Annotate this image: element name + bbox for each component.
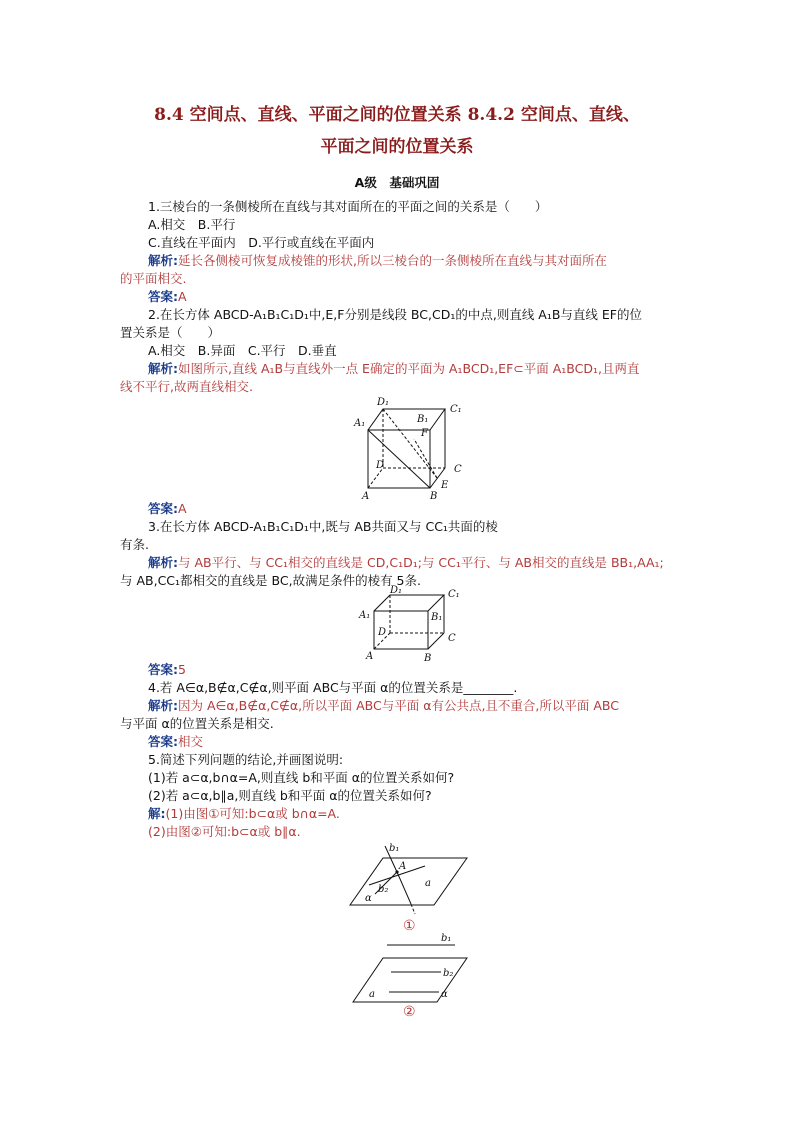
page-title-line-1: 8.4 空间点、直线、平面之间的位置关系 8.4.2 空间点、直线、 [154, 105, 640, 125]
q2-answer-tag: 答案: [148, 501, 178, 516]
q1-answer: A [178, 289, 187, 304]
label-A: A [366, 651, 374, 662]
q3-answer: 5 [178, 662, 186, 677]
q4-analysis-2: 与平面 α的位置关系是相交. [120, 716, 274, 731]
cuboid-figure-q2 [350, 392, 480, 504]
label-D1: D₁ [377, 397, 390, 408]
label-D: D [378, 627, 387, 638]
label-B: B [430, 491, 438, 502]
label-alpha: α [441, 989, 448, 1000]
label-C: C [448, 633, 456, 644]
label-D: D [376, 460, 385, 471]
label-D1: D₁ [390, 585, 403, 596]
q5-part-1: (1)若 a⊂α,b∩α=A,则直线 b和平面 α的位置关系如何? [148, 770, 455, 785]
page-title-line-2: 平面之间的位置关系 [320, 137, 474, 157]
q2-analysis-1: 如图所示,直线 A₁B与直线外一点 E确定的平面为 A₁BCD₁,EF⊂平面 A₁BCD₁,且两直 [178, 361, 640, 376]
q2-stem-2: 置关系是（ ） [120, 325, 221, 340]
label-b2: b₂ [443, 968, 454, 979]
line-b1-lower [397, 872, 411, 904]
q3-stem-1: 3.在长方体 ABCD-A₁B₁C₁D₁中,既与 AB共面又与 CC₁共面的棱 [148, 519, 498, 534]
label-B1: B₁ [417, 414, 429, 425]
q2-options: A.相交 B.异面 C.平行 D.垂直 [148, 343, 337, 358]
label-b2: b₂ [378, 884, 389, 895]
label-A: A [399, 861, 407, 872]
edge-bc [428, 633, 444, 649]
label-a: a [425, 878, 431, 889]
figure-2-caption: ② [403, 1004, 416, 1020]
hidden-edge-ad [368, 468, 383, 488]
top-face [368, 409, 445, 430]
q1-answer-tag: 答案: [148, 289, 178, 304]
q3-analysis-1: 与 AB平行、与 CC₁相交的直线是 CD,C₁D₁;与 CC₁平行、与 AB相交的直线是 BB₁,AA₁; [178, 555, 664, 570]
cuboid-figure-q3 [356, 585, 476, 663]
label-b1: b₁ [389, 843, 400, 854]
label-A: A [362, 491, 370, 502]
q2-analysis-2: 线不平行,故两直线相交. [120, 379, 253, 394]
q4-answer: 相交 [178, 734, 204, 749]
q3-answer-tag: 答案: [148, 662, 178, 677]
q3-analysis-tag: 解析: [148, 555, 178, 570]
q2-answer: A [178, 501, 187, 516]
hidden-line-ef [414, 439, 437, 478]
figure-1-caption: ① [403, 918, 416, 934]
top-face [374, 595, 444, 611]
q5-part-2: (2)若 a⊂α,b∥a,则直线 b和平面 α的位置关系如何? [148, 788, 432, 803]
q1-stem: 1.三棱台的一条侧棱所在直线与其对面所在的平面之间的关系是（ ） [148, 199, 548, 214]
q2-stem-1: 2.在长方体 ABCD-A₁B₁C₁D₁中,E,F分别是线段 BC,CD₁的中点,则直线 A₁B与直线 EF的位 [148, 307, 642, 322]
q2-analysis-tag: 解析: [148, 361, 178, 376]
q4-analysis-1: 因为 A∈α,B∉α,C∉α,所以平面 ABC与平面 α有公共点,且不重合,所以平面 ABC [178, 698, 620, 713]
q3-analysis-2: 与 AB,CC₁都相交的直线是 BC,故满足条件的棱有 5条. [120, 573, 421, 588]
label-alpha: α [365, 893, 372, 904]
label-B: B [424, 653, 432, 663]
q5-stem: 5.简述下列问题的结论,并画图说明: [148, 752, 344, 767]
label-B1: B₁ [431, 612, 443, 623]
q5-solution-1: (1)由图①可知:b⊂α或 b∩α=A. [165, 806, 340, 821]
label-C1: C₁ [448, 589, 460, 600]
q1-analysis-2: 的平面相交. [120, 271, 187, 286]
q5-solution-tag: 解: [148, 806, 166, 821]
label-a: a [369, 989, 375, 1000]
label-C: C [454, 464, 462, 475]
label-A1: A₁ [354, 418, 366, 429]
q3-stem-2: 有条. [120, 537, 149, 552]
line-a [369, 866, 425, 885]
q4-analysis-tag: 解析: [148, 698, 178, 713]
q1-options-1: A.相交 B.平行 [148, 217, 236, 232]
q1-options-2: C.直线在平面内 D.平行或直线在平面内 [148, 235, 375, 250]
label-E: E [441, 480, 449, 491]
section-heading: A级 基础巩固 [354, 175, 440, 190]
plane-figure-1 [345, 838, 475, 938]
q4-stem: 4.若 A∈α,B∉α,C∉α,则平面 ABC与平面 α的位置关系是________. [148, 680, 518, 695]
plane-figure-2 [345, 930, 475, 1025]
label-F: F [421, 428, 428, 439]
q1-analysis-tag: 解析: [148, 253, 178, 268]
label-b1: b₁ [441, 933, 452, 944]
label-C1: C₁ [450, 404, 462, 415]
q4-answer-tag: 答案: [148, 734, 178, 749]
q5-solution-2: (2)由图②可知:b⊂α或 b∥α. [148, 824, 301, 839]
label-A1: A₁ [359, 610, 371, 621]
q1-analysis-1: 延长各侧棱可恢复成棱锥的形状,所以三棱台的一条侧棱所在直线与其对面所在 [178, 253, 607, 268]
